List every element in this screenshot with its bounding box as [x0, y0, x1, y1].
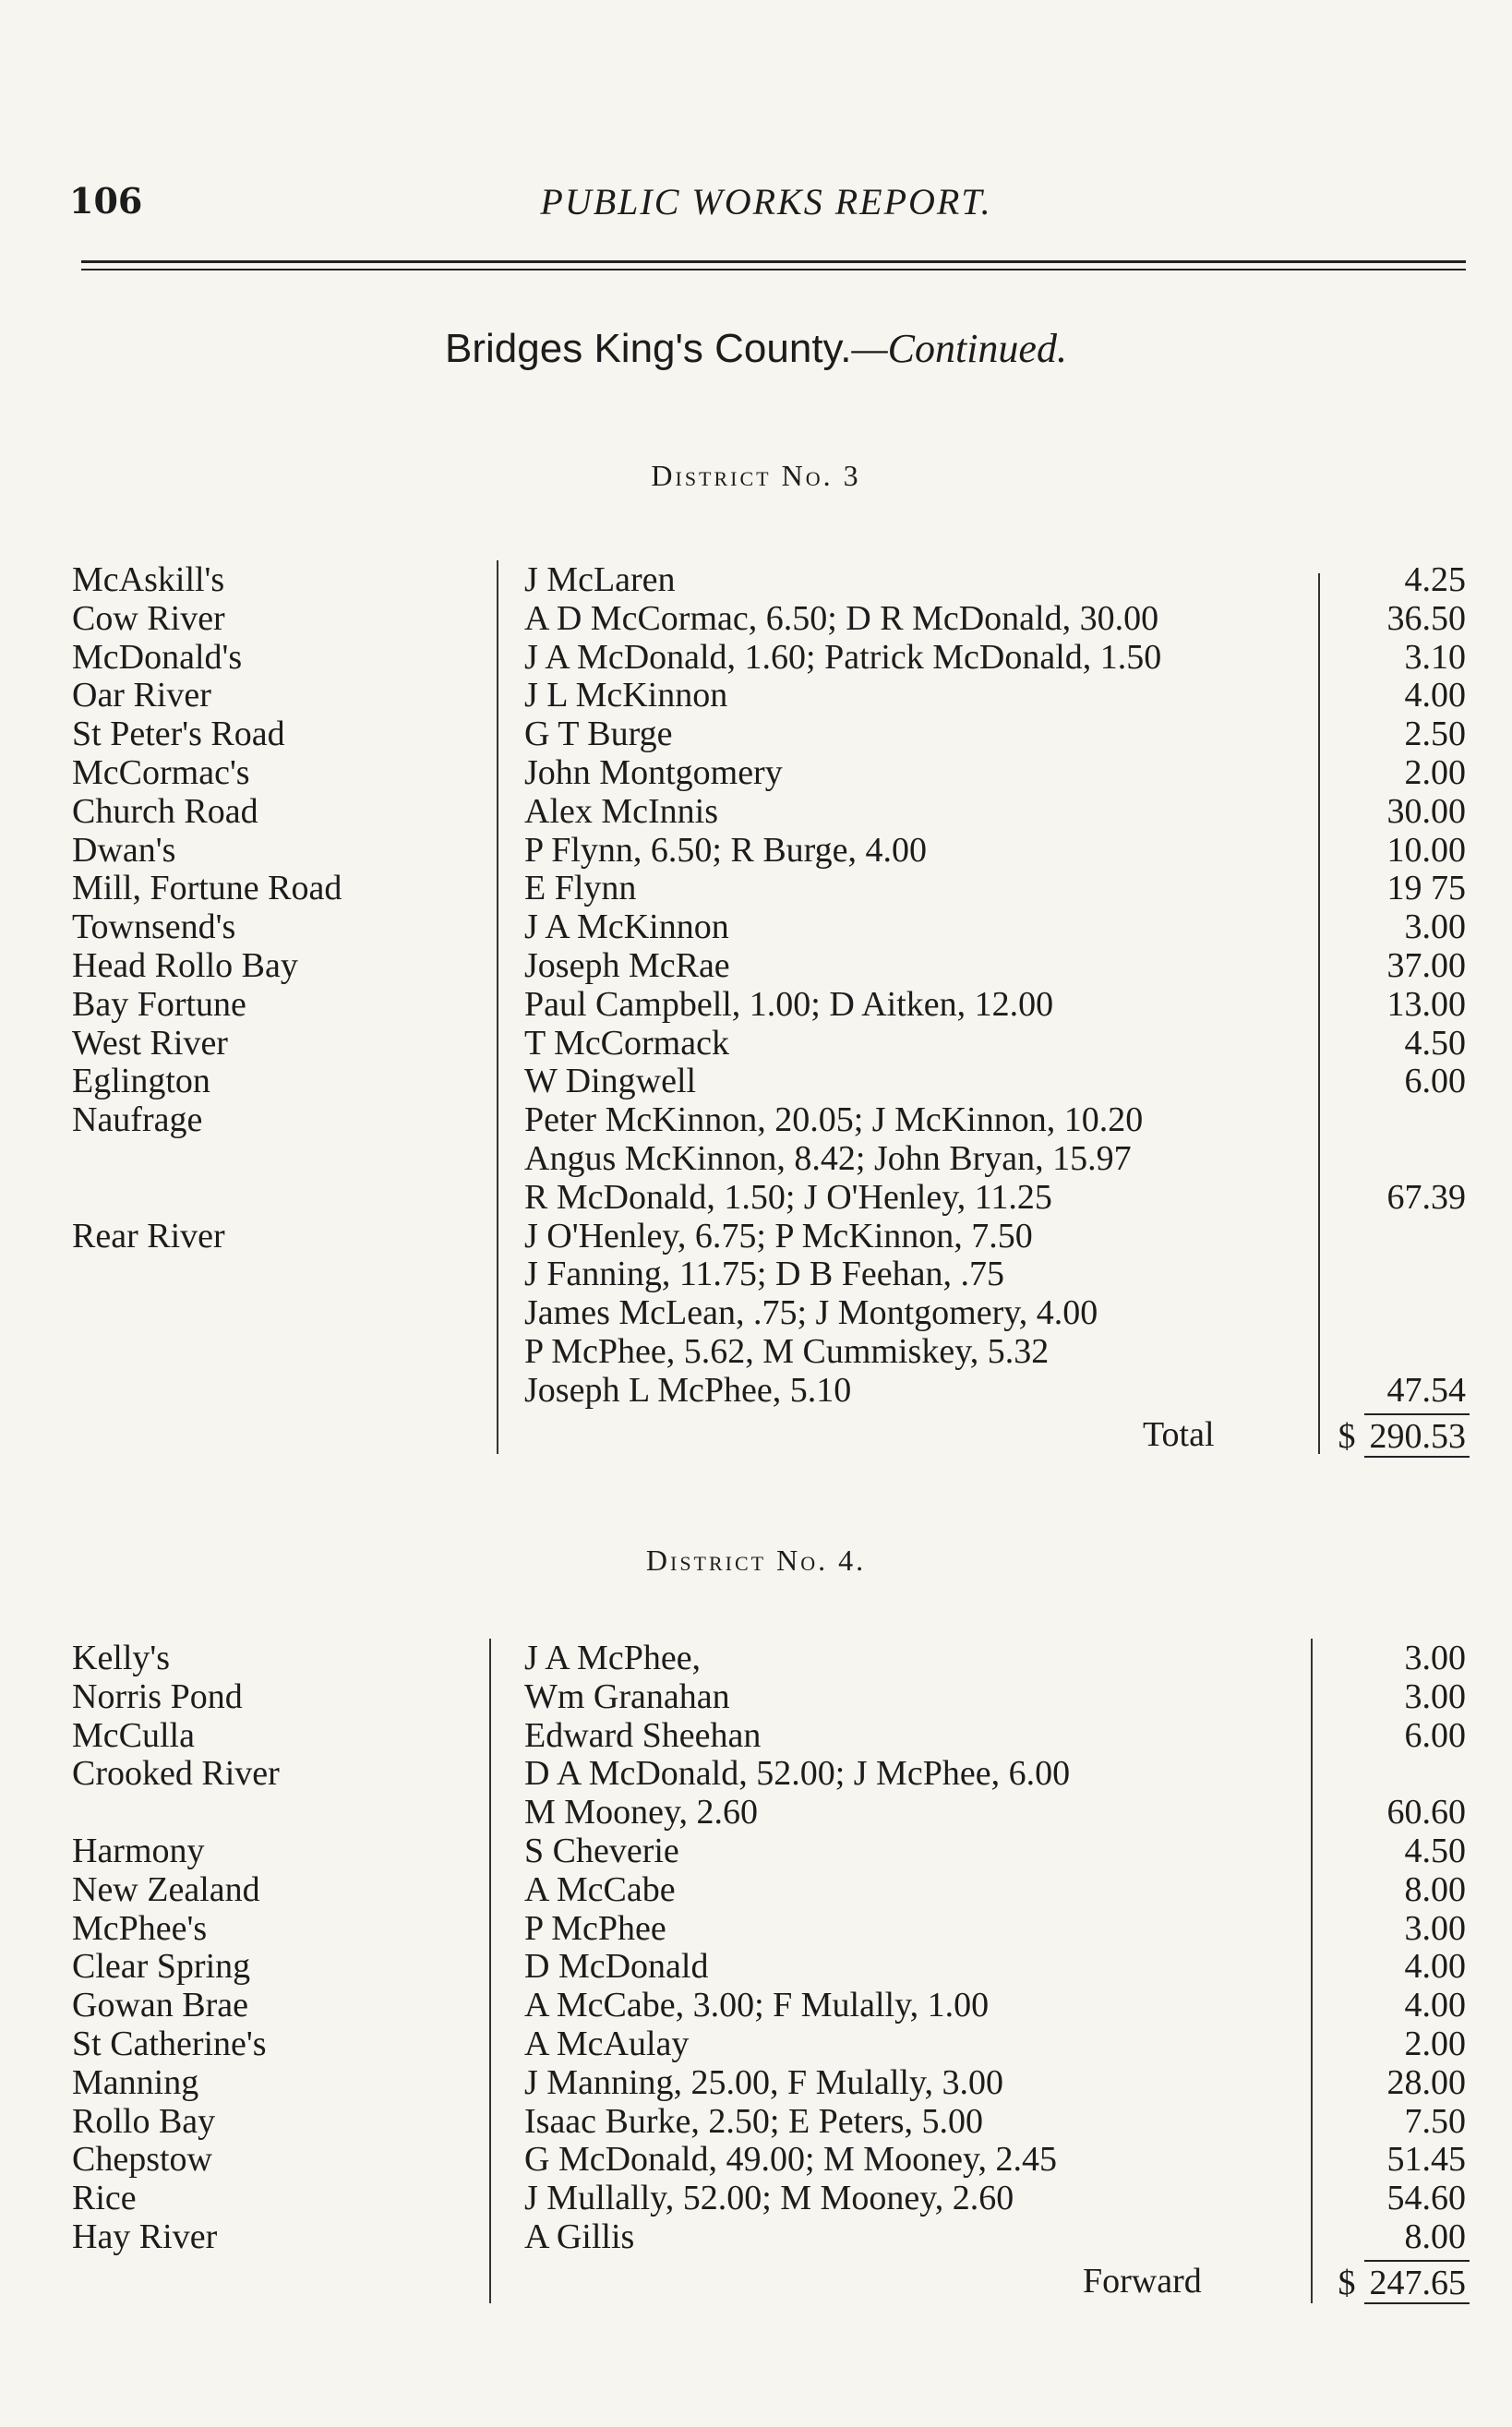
- amount-value: 4.50: [1404, 1832, 1466, 1870]
- currency-symbol: $: [1338, 2263, 1356, 2302]
- bridge-name: Rice: [72, 2179, 137, 2218]
- payee-entry: A McCabe: [524, 1869, 676, 1909]
- amount-value: 7.50: [1404, 2101, 1466, 2141]
- payee-entry: John Montgomery: [524, 753, 783, 792]
- table-row: [0, 1754, 1512, 1793]
- bridge-name: Eglington: [72, 1062, 210, 1101]
- amount-value: 2.00: [1404, 753, 1466, 792]
- amount-value: 6.00: [1404, 1715, 1466, 1755]
- header-rule-bottom: [81, 269, 1466, 270]
- table-row: [0, 2063, 1512, 2102]
- payee-entry: J A McPhee,: [524, 1639, 702, 1677]
- table-row: [0, 2217, 1512, 2256]
- payee-entry: A D McCormac, 6.50; D R McDonald, 30.00: [524, 598, 1159, 638]
- amount-value: 54.60: [1386, 2179, 1466, 2218]
- bridge-name: Crooked River: [72, 1754, 280, 1794]
- section-title-text: Bridges King's County.: [445, 326, 852, 371]
- bridge-name: Church Road: [72, 791, 258, 831]
- forward-amount: 247.65: [1369, 2263, 1466, 2302]
- bridge-name: McCulla: [72, 1715, 195, 1755]
- bridge-name: McCormac's: [72, 753, 250, 792]
- bridge-name: St Catherine's: [72, 2025, 267, 2063]
- payee-entry: J A McDonald, 1.60; Patrick McDonald, 1.50: [524, 637, 1162, 677]
- table-row: [0, 1793, 1512, 1832]
- table-row: [0, 1639, 1512, 1677]
- amount-value: 30.00: [1386, 791, 1466, 831]
- table-row: [0, 2140, 1512, 2179]
- bridge-name: Oar River: [72, 676, 211, 715]
- table-row: [0, 2102, 1512, 2141]
- amount-value: 2.00: [1404, 2025, 1466, 2063]
- payee-entry: Edward Sheehan: [524, 1715, 762, 1755]
- table-row: [0, 1255, 1512, 1293]
- total-amount: 290.53: [1369, 1416, 1466, 1456]
- amount-value: 37.00: [1386, 946, 1466, 985]
- amount-value: 47.54: [1386, 1370, 1466, 1410]
- table-row: [0, 1100, 1512, 1139]
- table-row: [0, 946, 1512, 985]
- table-row: [0, 676, 1512, 715]
- table-row: [0, 2179, 1512, 2217]
- currency-symbol: $: [1338, 1416, 1356, 1456]
- payee-entry: Peter McKinnon, 20.05; J McKinnon, 10.20: [524, 1100, 1144, 1140]
- forward-label: Forward: [1083, 2261, 1202, 2301]
- bridge-name: Hay River: [72, 2217, 218, 2256]
- payee-entry: Isaac Burke, 2.50; E Peters, 5.00: [524, 2101, 984, 2141]
- bridge-name: Head Rollo Bay: [72, 946, 298, 985]
- amount-value: 3.00: [1404, 1639, 1466, 1677]
- amount-value: 10.00: [1386, 830, 1466, 870]
- table-row: [0, 1293, 1512, 1332]
- payee-entry: G T Burge: [524, 715, 673, 754]
- payee-entry: Wm Granahan: [524, 1676, 730, 1716]
- bridge-name: New Zealand: [72, 1869, 260, 1909]
- payee-entry: W Dingwell: [524, 1062, 697, 1101]
- bridge-name: West River: [72, 1023, 228, 1063]
- table-row: [0, 638, 1512, 677]
- table-row: [0, 599, 1512, 638]
- amount-value: 4.25: [1404, 560, 1466, 599]
- amount-value: 13.00: [1386, 984, 1466, 1024]
- payee-entry: R McDonald, 1.50; J O'Henley, 11.25: [524, 1177, 1052, 1217]
- district-3-heading: District No. 3: [651, 459, 861, 492]
- payee-entry: P McPhee, 5.62, M Cummiskey, 5.32: [524, 1332, 1050, 1371]
- payee-entry: D A McDonald, 52.00; J McPhee, 6.00: [524, 1754, 1071, 1794]
- section-continued: —Continued.: [851, 326, 1067, 371]
- amount-value: 4.00: [1404, 1947, 1466, 1987]
- payee-entry: D McDonald: [524, 1947, 709, 1987]
- amount-value: 4.00: [1404, 676, 1466, 715]
- table-row: [0, 907, 1512, 946]
- amount-value: 2.50: [1404, 715, 1466, 754]
- payee-entry: S Cheverie: [524, 1832, 679, 1870]
- bridge-name: Rear River: [72, 1216, 225, 1256]
- payee-entry: J Mullally, 52.00; M Mooney, 2.60: [524, 2179, 1014, 2218]
- table-row: [0, 1371, 1512, 1410]
- payee-entry: P Flynn, 6.50; R Burge, 4.00: [524, 830, 927, 870]
- payee-entry: J L McKinnon: [524, 676, 728, 715]
- forward-amount-box: [1338, 2260, 1470, 2304]
- amount-value: 4.00: [1404, 1986, 1466, 2025]
- bridge-name: Norris Pond: [72, 1676, 243, 1716]
- bridge-name: Rollo Bay: [72, 2101, 216, 2141]
- amount-value: 60.60: [1386, 1793, 1466, 1832]
- payee-entry: T McCormack: [524, 1023, 729, 1063]
- payee-entry: M Mooney, 2.60: [524, 1793, 758, 1832]
- amount-value: 36.50: [1386, 598, 1466, 638]
- bridge-name: Mill, Fortune Road: [72, 869, 342, 908]
- amount-value: 51.45: [1386, 2140, 1466, 2180]
- payee-entry: J A McKinnon: [524, 907, 729, 947]
- table-row: [0, 792, 1512, 831]
- table-row: [0, 1986, 1512, 2025]
- amount-value: 4.50: [1404, 1023, 1466, 1063]
- district-3-ledger: [0, 560, 1512, 1465]
- table-row: [0, 715, 1512, 753]
- table-row: [0, 2025, 1512, 2063]
- amount-value: 6.00: [1404, 1062, 1466, 1101]
- payee-entry: James McLean, .75; J Montgomery, 4.00: [524, 1293, 1098, 1333]
- payee-entry: J O'Henley, 6.75; P McKinnon, 7.50: [524, 1216, 1033, 1256]
- payee-entry: J Fanning, 11.75; D B Feehan, .75: [524, 1255, 1005, 1294]
- table-row: [0, 869, 1512, 907]
- table-row: [0, 1332, 1512, 1371]
- table-row: [0, 831, 1512, 870]
- bridge-name: Naufrage: [72, 1100, 203, 1140]
- payee-entry: Joseph L McPhee, 5.10: [524, 1370, 852, 1410]
- amount-value: 19 75: [1386, 869, 1466, 908]
- table-row: [0, 1677, 1512, 1716]
- table-row: [0, 1139, 1512, 1178]
- section-title: [0, 325, 1512, 372]
- bridge-name: Chepstow: [72, 2140, 212, 2180]
- table-row: [0, 753, 1512, 792]
- bridge-name: Kelly's: [72, 1639, 171, 1677]
- payee-entry: G McDonald, 49.00; M Mooney, 2.45: [524, 2140, 1057, 2180]
- payee-entry: J Manning, 25.00, F Mulally, 3.00: [524, 2062, 1003, 2102]
- amount-value: 3.10: [1404, 637, 1466, 677]
- payee-entry: A McCabe, 3.00; F Mulally, 1.00: [524, 1986, 990, 2025]
- bridge-name: McPhee's: [72, 1908, 208, 1948]
- total-label: Total: [1143, 1414, 1215, 1454]
- running-head: PUBLIC WORKS REPORT.: [540, 181, 992, 222]
- district-4-ledger: [0, 1639, 1512, 2322]
- table-row: [0, 1947, 1512, 1986]
- payee-entry: A Gillis: [524, 2217, 635, 2256]
- table-row: [0, 560, 1512, 599]
- payee-entry: P McPhee: [524, 1908, 666, 1948]
- header-rule-top: [81, 260, 1466, 263]
- table-row: [0, 1832, 1512, 1870]
- payee-entry: A McAulay: [524, 2025, 690, 2063]
- bridge-name: Harmony: [72, 1832, 205, 1870]
- bridge-name: McDonald's: [72, 637, 243, 677]
- table-row: [0, 1217, 1512, 1256]
- bridge-name: Gowan Brae: [72, 1986, 248, 2025]
- page-number: 106: [69, 180, 143, 222]
- payee-entry: Paul Campbell, 1.00; D Aitken, 12.00: [524, 984, 1054, 1024]
- table-row: [0, 1909, 1512, 1948]
- table-row: [0, 1716, 1512, 1755]
- bridge-name: Dwan's: [72, 830, 176, 870]
- amount-value: 3.00: [1404, 1676, 1466, 1716]
- amount-value: 28.00: [1386, 2062, 1466, 2102]
- bridge-name: Cow River: [72, 598, 225, 638]
- bridge-name: Manning: [72, 2062, 199, 2102]
- amount-value: 3.00: [1404, 907, 1466, 947]
- bridge-name: Bay Fortune: [72, 984, 246, 1024]
- table-row: [0, 985, 1512, 1024]
- amount-value: 67.39: [1386, 1177, 1466, 1217]
- total-amount-box: [1338, 1413, 1470, 1458]
- bridge-name: Clear Spring: [72, 1947, 251, 1987]
- payee-entry: J McLaren: [524, 560, 676, 599]
- table-row: [0, 1024, 1512, 1063]
- payee-entry: E Flynn: [524, 869, 637, 908]
- bridge-name: St Peter's Road: [72, 715, 285, 754]
- table-row: [0, 1870, 1512, 1909]
- amount-value: 3.00: [1404, 1908, 1466, 1948]
- bridge-name: Townsend's: [72, 907, 236, 947]
- payee-entry: Alex McInnis: [524, 791, 719, 831]
- payee-entry: Angus McKinnon, 8.42; John Bryan, 15.97: [524, 1139, 1132, 1178]
- payee-entry: Joseph McRae: [524, 946, 730, 985]
- page-header: [69, 180, 1463, 235]
- table-row: [0, 1062, 1512, 1100]
- amount-value: 8.00: [1404, 1869, 1466, 1909]
- district-4-heading: District No. 4.: [645, 1544, 867, 1577]
- bridge-name: McAskill's: [72, 560, 225, 599]
- table-row: [0, 1178, 1512, 1217]
- amount-value: 8.00: [1404, 2217, 1466, 2256]
